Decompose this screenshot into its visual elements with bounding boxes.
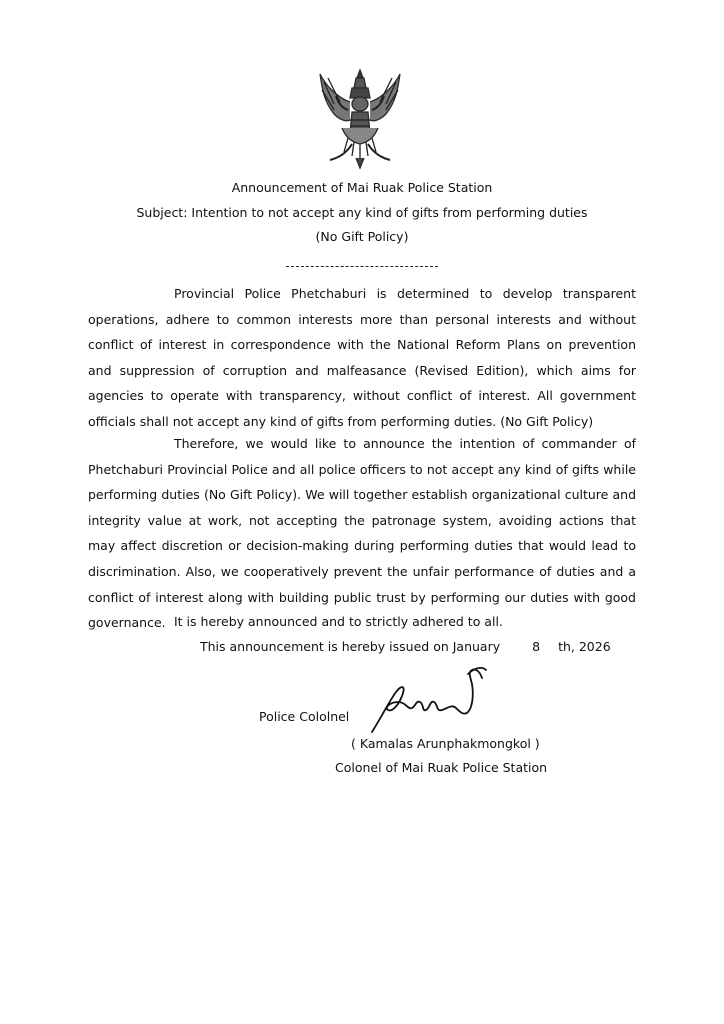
signatory-position: Colonel of Mai Ruak Police Station [335, 760, 548, 775]
section-divider [286, 266, 438, 267]
garuda-emblem-icon [312, 68, 408, 172]
document-subject: Subject: Intention to not accept any kind of gifts from performing duties [136, 205, 588, 220]
signatory-rank: Police Cololnel [259, 709, 350, 724]
paragraph-one [88, 281, 636, 435]
paragraph-two-text: Therefore, we would like to announce the intention of commander of Phetchaburi Provincial Police and all police officers to not accept any kind of gifts while performing duties (No Gift Policy). We will together establish organizational culture and integrity value at work, not accepting the patronage system, avoiding actions that may affect discretion or decision-making during performing duties that would lead to discrimination. Also, we cooperatively prevent the unfair performance of duties and a conflict of interest along with building public trust by performing our duties with good governance. [88, 436, 636, 631]
policy-label: (No Gift Policy) [315, 229, 409, 244]
issued-date-suffix: th, 2026 [558, 639, 611, 654]
handwritten-signature-icon [368, 662, 498, 734]
paragraph-two [88, 431, 636, 636]
issued-date-line [200, 639, 611, 655]
closing-statement: It is hereby announced and to strictly adhered to all. [174, 614, 503, 629]
signatory-name: ( Kamalas Arunphakmongkol ) [351, 736, 540, 751]
document-title: Announcement of Mai Ruak Police Station [231, 180, 493, 195]
issued-date-day: 8 [532, 639, 541, 654]
paragraph-one-text: Provincial Police Phetchaburi is determined to develop transparent operations, adhere to common interests more than personal interests and without conflict of interest in correspondence with the National Reform Plans on prevention and suppression of corruption and malfeasance (Revised Edition), which aims for agencies to operate with transparency, without conflict of interest. All government officials shall not accept any kind of gifts from performing duties. (No Gift Policy) [88, 286, 636, 429]
issued-date-prefix: This announcement is hereby issued on January [200, 639, 501, 654]
